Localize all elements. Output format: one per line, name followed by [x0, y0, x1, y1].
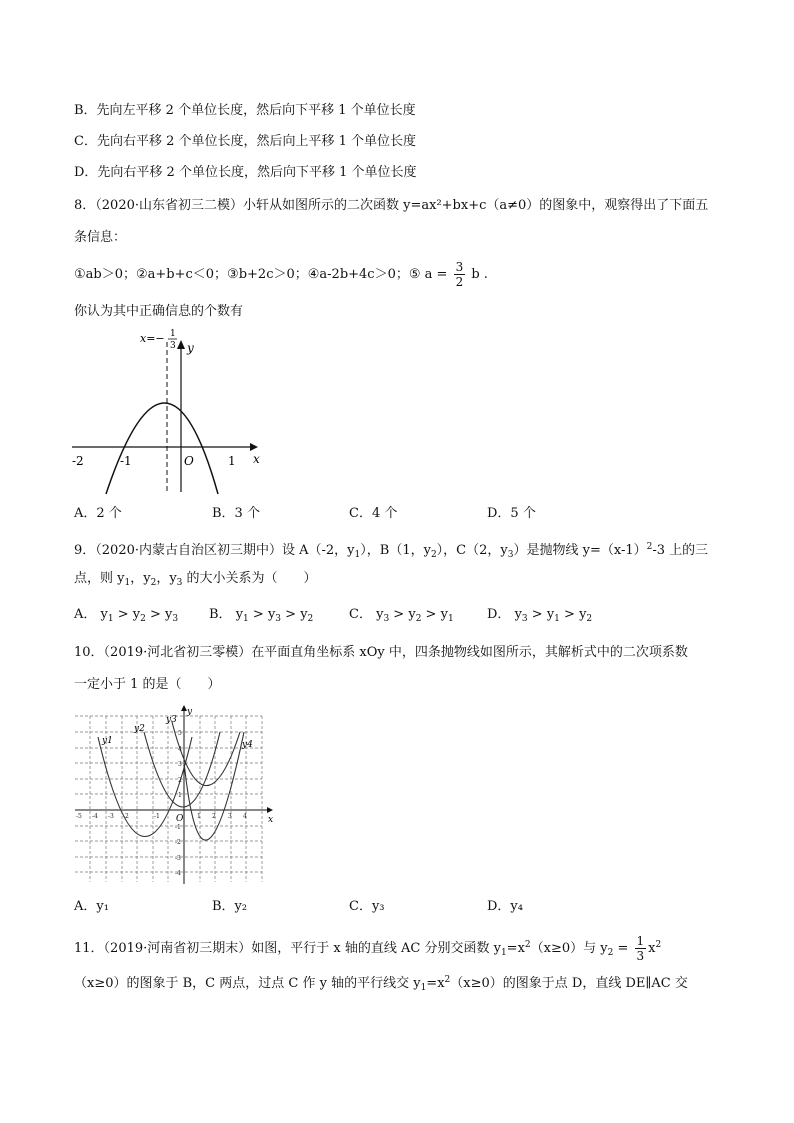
q8-parabola-graph — [60, 322, 280, 502]
q10-x-tick: -3 — [108, 813, 114, 820]
q8-info-suffix: b . — [471, 267, 488, 282]
q8-tick-1: 1 — [228, 454, 236, 468]
q9-option-c: C． $y_3 > y_2 > y_1$ — [349, 607, 454, 624]
q8-info-list — [74, 258, 488, 292]
q9-sub: 3 — [507, 550, 514, 560]
q11-text: x — [648, 941, 656, 956]
q10-stem-line2: 一定小于 1 的是（ ） — [74, 677, 221, 692]
q11-sup: 2 — [655, 940, 662, 950]
q10-y-tick: -4 — [175, 870, 181, 877]
q10-stem-line1: 10．（2019·河北省初三零模）在平面直角坐标系 xOy 中，四条抛物线如图所示，其解析式中的二次项系数 — [74, 645, 688, 660]
option-sub: 2 — [415, 614, 422, 624]
option-sub: 3 — [383, 614, 390, 624]
q7-option-b: B．先向左平移 2 个单位长度，然后向下平移 1 个单位长度 — [74, 103, 416, 118]
q10-option-d: D．y₄ — [487, 899, 523, 914]
q9-text: 点，则 y — [74, 571, 125, 586]
q10-option-b: B．y₂ — [212, 899, 248, 914]
q10-y-tick: 4 — [178, 746, 182, 753]
q10-curve-y1-label: y1 — [102, 736, 113, 746]
q9-sub: 1 — [124, 578, 131, 588]
option-letter: B． — [209, 607, 232, 622]
q8-axis-frac-den: 3 — [170, 341, 176, 351]
q10-option-a: A．y₁ — [74, 899, 109, 914]
q8-stem-line2: 条信息： — [74, 230, 127, 245]
q10-x-tick: -4 — [92, 813, 98, 820]
option-sub: 2 — [140, 614, 146, 624]
option-sub: 3 — [275, 614, 282, 624]
q9-sup: 2 — [646, 542, 653, 552]
option-sub: 1 — [447, 614, 454, 624]
q10-y-tick: -3 — [175, 855, 181, 862]
q9-sub: 2 — [150, 578, 157, 588]
q10-y-tick: 3 — [178, 761, 182, 768]
q10-y-tick: -2 — [175, 839, 181, 846]
q8-fraction — [454, 260, 466, 289]
q9-text: ，y — [130, 571, 151, 586]
q10-y-tick: 2 — [178, 777, 182, 784]
q10-x-tick: 1 — [197, 813, 201, 820]
q9-option-d: D． $y_3 > y_1 > y_2$ — [487, 607, 593, 624]
q8-axis-label: x=− — [140, 332, 165, 345]
option-sub: 2 — [586, 614, 593, 624]
q8-question: 你认为其中正确信息的个数有 — [74, 304, 244, 319]
q11-stem-line2 — [74, 971, 688, 997]
q8-axis-frac-num: 1 — [170, 329, 176, 339]
q8-y-label: y — [187, 341, 194, 355]
q11-sub: 2 — [607, 948, 614, 958]
q10-y-label: y — [187, 707, 193, 717]
q9-option-a: A． $y_1 > y_2 > y_3$ — [74, 607, 179, 624]
q11-text: =x — [506, 941, 525, 956]
q11-sup: 2 — [524, 940, 531, 950]
q9-text: ），C（2，y — [436, 543, 508, 558]
q8-origin-label: O — [184, 454, 194, 468]
q8-option-b: B．3 个 — [212, 506, 260, 521]
option-letter: A． — [74, 607, 97, 622]
q8-tick-neg1: -1 — [120, 454, 132, 468]
q9-stem-line1 — [74, 538, 708, 564]
q10-x-tick: -1 — [154, 813, 160, 820]
q9-stem-line2 — [74, 570, 317, 592]
q9-sub: 3 — [176, 578, 183, 588]
q10-x-tick: 4 — [243, 813, 247, 820]
q9-text: ，y — [156, 571, 177, 586]
q11-sup: 2 — [444, 975, 451, 985]
q11-frac-num: 1 — [636, 934, 645, 948]
q10-x-tick: -2 — [123, 813, 129, 820]
option-sub: 3 — [172, 614, 179, 624]
q9-option-b: B． $y_1 > y_3 > y_2$ — [209, 607, 314, 624]
q10-curve-y4-label: y4 — [242, 740, 253, 750]
option-sub: 3 — [521, 614, 528, 624]
q10-origin-label: O — [176, 814, 184, 824]
option-sub: 1 — [554, 614, 560, 624]
q10-y-tick: -1 — [175, 824, 181, 831]
q9-sub: 1 — [354, 550, 361, 560]
q9-text: ）是抛物线 y=（x-1） — [513, 543, 647, 558]
q10-x-tick: 3 — [228, 813, 232, 820]
q8-tick-neg2: -2 — [72, 454, 84, 468]
q9-sub: 2 — [430, 550, 437, 560]
q10-y-tick: 5 — [178, 730, 182, 737]
q8-info-prefix: ①ab＞0；②a+b+c＜0；③b+2c＞0；④a-2b+4c＞0；⑤ a = — [74, 267, 448, 282]
q8-frac-den: 2 — [455, 275, 464, 289]
q11-stem-line1 — [74, 928, 661, 970]
q8-option-d: D．5 个 — [487, 506, 536, 521]
q10-curve-y2-label: y2 — [134, 724, 145, 734]
q9-text: ），B（1，y — [360, 543, 431, 558]
q11-fraction — [635, 934, 647, 963]
q11-text: = — [613, 941, 629, 956]
q10-x-tick: 2 — [212, 813, 216, 820]
q10-curve-y3-label: y3 — [166, 715, 177, 725]
q11-text: 11．（2019·河南省初三期末）如图，平行于 x 轴的直线 AC 分别交函数 y — [74, 941, 501, 956]
q8-option-a: A．2 个 — [74, 506, 122, 521]
q9-text: -3 上的三 — [652, 543, 709, 558]
q11-text: （x≥0）的图象于点 D，直线 DE∥AC 交 — [450, 976, 688, 991]
option-sub: 1 — [107, 614, 114, 624]
q7-option-c: C．先向右平移 2 个单位长度，然后向上平移 1 个单位长度 — [74, 134, 417, 149]
q9-text: 的大小关系为（ ） — [182, 571, 317, 586]
q10-y-tick: 1 — [178, 792, 182, 799]
q11-frac-den: 3 — [636, 949, 645, 963]
option-letter: C． — [349, 607, 372, 622]
q11-sub: 1 — [500, 948, 507, 958]
q11-text: =x — [426, 976, 445, 991]
q9-text: 9．（2020·内蒙古自治区初三期中）设 A（-2，y — [74, 543, 355, 558]
option-sub: 1 — [243, 614, 249, 624]
q10-x-tick: -5 — [76, 813, 82, 820]
q7-option-d: D．先向右平移 2 个单位长度，然后向下平移 1 个单位长度 — [74, 165, 417, 180]
option-letter: D． — [487, 607, 511, 622]
option-sub: 2 — [307, 614, 314, 624]
q10-x-label: x — [268, 815, 274, 825]
q10-option-c: C．y₃ — [349, 899, 385, 914]
q8-stem-line1: 8．（2020·山东省初三二模）小轩从如图所示的二次函数 y=ax²+bx+c（a≠0）的图象中，观察得出了下面五 — [74, 198, 709, 213]
q8-option-c: C．4 个 — [349, 506, 398, 521]
q10-four-parabolas-graph — [72, 702, 282, 887]
q8-x-label: x — [253, 452, 260, 466]
q11-sub: 1 — [420, 983, 427, 993]
q11-text: （x≥0）的图象于 B，C 两点，过点 C 作 y 轴的平行线交 y — [74, 976, 421, 991]
q11-text: （x≥0）与 y — [530, 941, 608, 956]
q8-frac-num: 3 — [455, 260, 464, 274]
